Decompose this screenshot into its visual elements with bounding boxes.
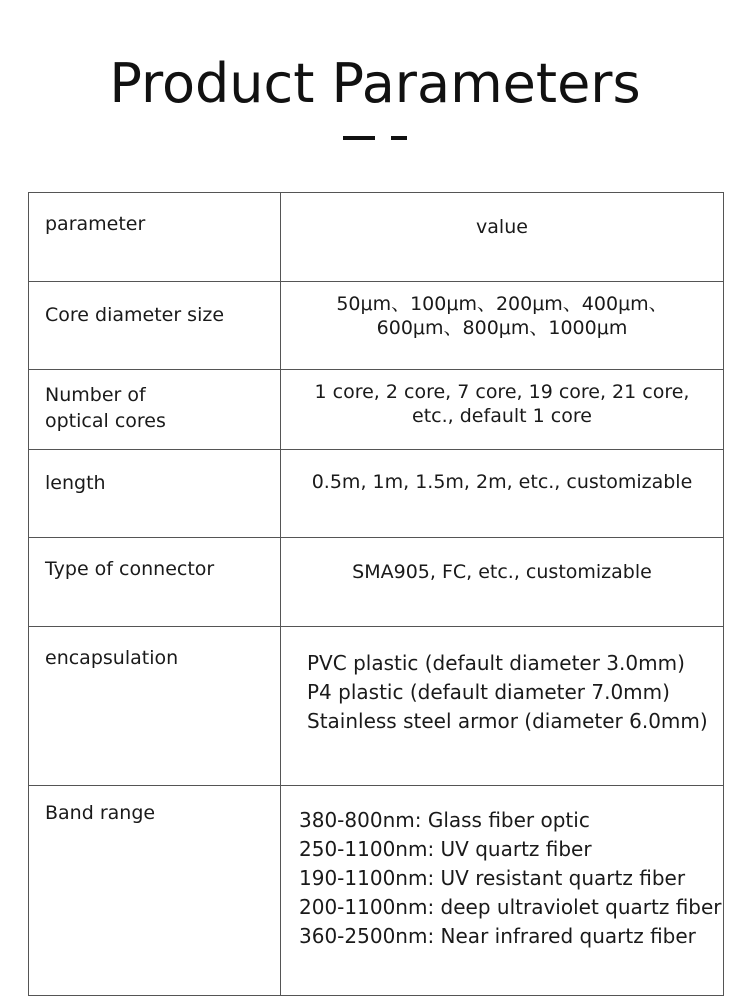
value-line: 360-2500nm: Near infrared quartz fiber — [299, 924, 696, 948]
table-row — [29, 786, 724, 996]
value-line: 1 core, 2 core, 7 core, 19 core, 21 core, — [314, 381, 690, 403]
row-value-length: 0.5m, 1m, 1.5m, 2m, etc., customizable — [281, 450, 724, 538]
table-row — [29, 627, 724, 786]
table-row — [29, 282, 724, 370]
row-parameter-connector: Type of connector — [29, 538, 281, 627]
value-line: 200-1100nm: deep ultraviolet quartz fiber — [299, 895, 722, 919]
value-line: etc., default 1 core — [412, 405, 592, 427]
row-parameter-optical-cores — [29, 370, 281, 450]
parameter-line: Number of — [45, 384, 146, 406]
header-value: value — [281, 193, 724, 282]
table-row — [29, 370, 724, 450]
row-value-encapsulation — [281, 627, 724, 786]
parameter-line: optical cores — [45, 410, 166, 432]
value-line: PVC plastic (default diameter 3.0mm) — [307, 651, 685, 675]
row-parameter-length: length — [29, 450, 281, 538]
row-parameter-core-diameter: Core diameter size — [29, 282, 281, 370]
table-header-row — [29, 193, 724, 282]
title-underline-short — [391, 136, 407, 140]
value-line: Stainless steel armor (diameter 6.0mm) — [307, 709, 708, 733]
value-line: P4 plastic (default diameter 7.0mm) — [307, 680, 670, 704]
page-title: Product Parameters — [109, 52, 641, 115]
row-value-band-range — [281, 786, 724, 996]
header-parameter: parameter — [29, 193, 281, 282]
row-parameter-encapsulation: encapsulation — [29, 627, 281, 786]
value-line: 600μm、800μm、1000μm — [376, 317, 628, 339]
value-line: 190-1100nm: UV resistant quartz fiber — [299, 866, 686, 890]
parameters-table — [28, 192, 724, 996]
row-value-core-diameter — [281, 282, 724, 370]
value-line: 50μm、100μm、200μm、400μm、 — [336, 293, 668, 315]
value-line: 250-1100nm: UV quartz fiber — [299, 837, 592, 861]
row-value-optical-cores — [281, 370, 724, 450]
row-parameter-band-range: Band range — [29, 786, 281, 996]
title-underline-long — [343, 136, 375, 140]
row-value-connector: SMA905, FC, etc., customizable — [281, 538, 724, 627]
table-row — [29, 538, 724, 627]
value-line: 380-800nm: Glass fiber optic — [299, 808, 590, 832]
table-row — [29, 450, 724, 538]
